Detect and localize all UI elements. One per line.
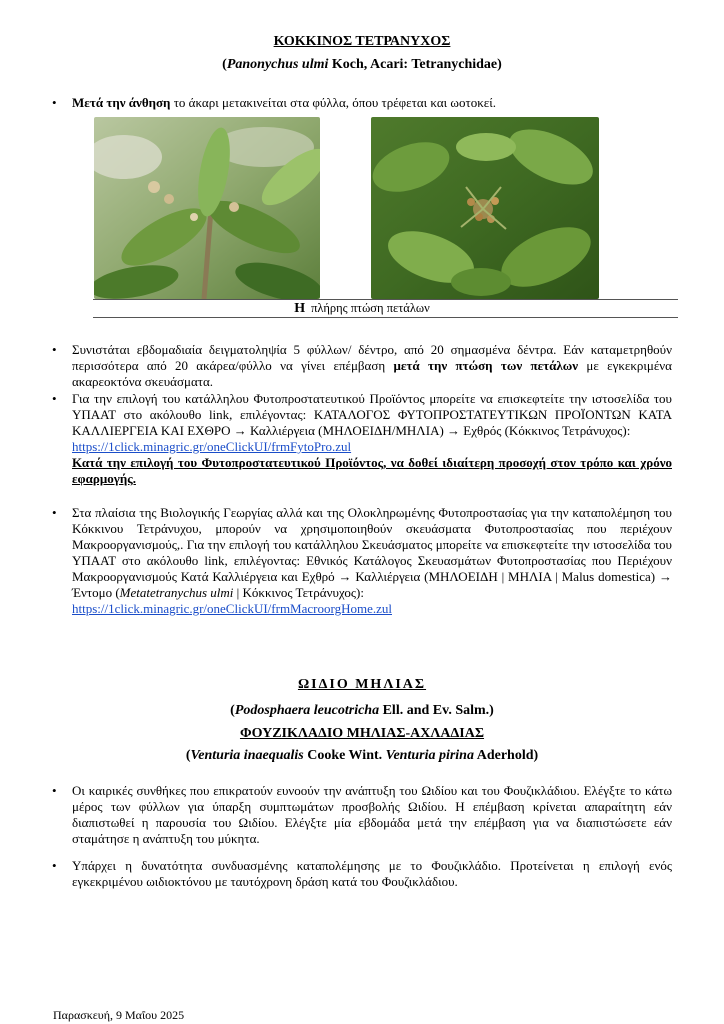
bullet-marker: • (52, 391, 57, 406)
section-latin-oidio: (Podosphaera leucotricha Ell. and Ev. Salm.) (230, 703, 494, 718)
caption-letter: Η (294, 301, 306, 316)
species-name: Panonychus ulmi (226, 57, 329, 72)
photo-apple-leaves-cluster (371, 117, 599, 299)
list-item: • Για την επιλογή του κατάλληλου Φυτοπροστατευτικού Προϊόντος μπορείτε να επισκεφτείτε την ιστοσελίδα του ΥΠΑΑΤ στο ακόλουθο link, επιλέγοντας: ΚΑΤΑΛΟΓΟΣ ΦΥΤΟΠΡΟΣΤΑΤΕΥΤΙΚΩΝ ΠΡΟΪΟΝΤΩΝ ΚΑΤΑ ΚΑΛΛΙΕΡΓΕΙΑ ΚΑΙ ΕΧΘΡΟ → Καλλιέργεια (ΜΗΛΟΕΙΔΗ/ΜΗΛΙΑ) → Εχθρός (Κόκκινος Τετράνυχος): https://1click.minagric.gr/oneClickUI/frmFytoPro.zul Κατά την επιλογή του Φυτοπροστατευτικού Προϊόντος, να δοθεί ιδιαίτερη προσοχή στον τρόπο και χρόνο εφαρμογής. (52, 391, 672, 486)
macroorg-link[interactable]: https://1click.minagric.gr/oneClickUI/frmMacroorgHome.zul (72, 601, 392, 616)
bullet-marker: • (52, 505, 57, 520)
list-item: • Συνιστάται εβδομαδιαία δειγματοληψία 5 φύλλων/ δέντρο, από 20 σημασμένα δέντρα. Εάν καταμετρηθούν περισσότερα από 20 ακάρεα/φύλλο να γίνει επέμβαση μετά την πτώση των πετάλων με εγκεκριμένα ακαρεοκτόνα σκευάσματα. (52, 342, 672, 389)
page-subtitle: (Panonychus ulmi Koch, Acari: Tetranychidae) (222, 57, 502, 72)
list-item: • Στα πλαίσια της Βιολογικής Γεωργίας αλλά και της Ολοκληρωμένης Φυτοπροστασίας για την καταπολέμηση του Κόκκινου Τετράνυχου, μπορούν να χρησιμοποιηθούν σκευάσματα Φυτοπροστασίας που περιέχουν Μακροοργανισμούς,. Για την επιλογή του κατάλληλου Σκευάσματος μπορείτε να επισκεφτείτε την ιστοσελίδα του ΥΠΑΑΤ στο ακόλουθο link, επιλέγοντας: Εθνικός Κατάλογος Σκευασμάτων Φυτοπροστασίας που Περιέχουν Μακροοργανισμούς Κατά Καλλιέργεια και Εχθρό → Καλλιέργεια (ΜΗΛΟΕΙΔΗ | ΜΗΛΙΑ | Malus domestica) → Έντομο (Metatetranychus ulmi | Κόκκινος Τετράνυχος): https://1click.minagric.gr/oneClickUI/frmMacroorgHome.zul (52, 505, 672, 616)
section-title-oidio: ΩΙΔΙΟ ΜΗΛΙΑΣ (297, 677, 427, 692)
bullet-marker: • (52, 342, 57, 357)
bullet-marker: • (52, 858, 57, 873)
section-latin-fouziklado: (Venturia inaequalis Cooke Wint. Venturia pirina Aderhold) (185, 748, 539, 763)
footer-date: Παρασκευή, 9 Μαΐου 2025 (53, 1008, 185, 1022)
bullet-marker: • (52, 95, 57, 110)
warning-note: Κατά την επιλογή του Φυτοπροστατευτικού Προϊόντος, να δοθεί ιδιαίτερη προσοχή στον τρόπο και χρόνο εφαρμογής. (72, 455, 672, 486)
page-title: ΚΟΚΚΙΝΟΣ ΤΕΤΡΑΝΥΧΟΣ (273, 34, 451, 49)
caption-divider-top (93, 299, 678, 300)
caption-divider-bottom (93, 317, 678, 318)
list-item: • Υπάρχει η δυνατότητα συνδυασμένης καταπολέμησης με το Φουζικλάδιο. Προτείνεται η επιλογή ενός εγκεκριμένου ωιδιοκτόνου με ταυτόχρονη δράση κατά του Φουζικλάδιου. (52, 858, 672, 889)
list-item: • Μετά την άνθηση το άκαρι μετακινείται στα φύλλα, όπου τρέφεται και ωοτοκεί. (52, 95, 496, 110)
section-title-fouziklado: ΦΟΥΖΙΚΛΑΔΙΟ ΜΗΛΙΑΣ-ΑΧΛΑΔΙΑΣ (239, 726, 485, 741)
fytopro-link[interactable]: https://1click.minagric.gr/oneClickUI/frmFytoPro.zul (72, 439, 352, 454)
photo-apple-blossom-leaves (94, 117, 320, 299)
bullet-marker: • (52, 783, 57, 798)
list-item: • Οι καιρικές συνθήκες που επικρατούν ευνοούν την ανάπτυξη του Ωιδίου και του Φουζικλάδιου. Ελέγξτε το κάτω μέρος των φύλλων για ύπαρξη συμπτωμάτων προσβολής Ωιδίου. Η επέμβαση κρίνεται απαραίτητη εάν διαπιστωθεί η παρουσία του Ωιδίου. Ελέγξτε μία εβδομάδα μετά την επέμβαση για να διαπιστώσετε εάν σταμάτησε η ανάπτυξη του μύκητα. (52, 783, 672, 846)
photo-caption: Η πλήρης πτώση πετάλων (294, 301, 430, 316)
